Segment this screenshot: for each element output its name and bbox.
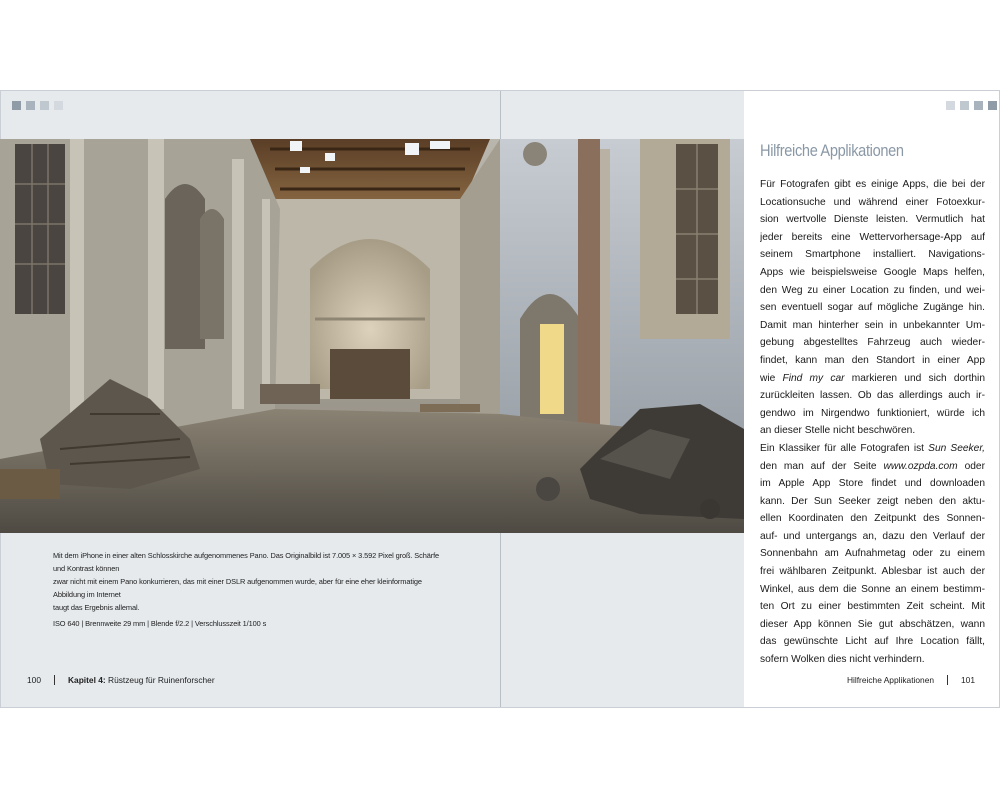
body-text-run: Ein Klassiker für alle Fotografen ist (760, 442, 929, 454)
footer-divider (947, 675, 948, 685)
page-number-left: 100 (27, 675, 41, 685)
body-text-run: markieren und sich dorthin (844, 372, 985, 384)
footer-right (847, 675, 975, 685)
caption-exif: ISO 640 | Brennweite 29 mm | Blende f/2.2 | Verschlusszeit 1/100 s (53, 619, 267, 628)
marker-square (12, 101, 21, 110)
marker-square (54, 101, 63, 110)
body-line: kann. Der Sun Seeker zeigt neben den aktu- (760, 495, 985, 507)
app-name-find-my-car: Find my car (782, 372, 845, 384)
app-name-sun-seeker: Sun Seeker, (928, 442, 985, 454)
caption-line: zwar nicht mit einem Pano konkurrieren, das mit einer DSLR aufgenommen wurde, aber für eine eher kleinformatige Abbildung im Internet (53, 577, 422, 599)
marker-square (960, 101, 969, 110)
marker-square (946, 101, 955, 110)
body-line: sen eventuell sogar auf mögliche Zugänge hin. (760, 302, 985, 314)
marker-square (26, 101, 35, 110)
article-body (760, 176, 985, 669)
body-line: auf- und untergangs an, dazu den Verlauf der (760, 530, 985, 542)
body-line: zurückleiten lassen. Ob das allerdings auch ir- (760, 390, 985, 402)
body-text-run: oder (957, 460, 985, 472)
body-line: sofern Wolken dies nicht verhindern. (760, 654, 925, 666)
photo-caption (53, 549, 453, 630)
body-line: Damit man hinterher sein in unbekannter Um- (760, 319, 985, 331)
body-line: gebung abgestelltes Fahrzeug auch wieder- (760, 337, 985, 349)
marker-square (40, 101, 49, 110)
caption-line: taugt das Ergebnis allemal. (53, 603, 140, 612)
marker-square (988, 101, 997, 110)
body-line: seinem Smartphone installiert. Navigations- (760, 249, 985, 261)
body-line: jeder bereits eine Wettervorhersage-App auf (760, 231, 985, 243)
body-line: den Weg zu einer Location zu finden, und wei- (760, 284, 985, 296)
page-number-right: 101 (961, 675, 975, 685)
page-marker-squares-left (12, 101, 63, 110)
body-line: dieser App können Sie gut abschätzen, wann (760, 618, 985, 630)
body-line: im Apple App Store findet und downloaden (760, 478, 985, 490)
body-line (760, 458, 985, 476)
body-line: Sonnenbahn am Aufnahmetag oder zu einem (760, 548, 985, 560)
caption-line: Mit dem iPhone in einer alten Schlosskirche aufgenommenes Pano. Das Originalbild ist 7.005 × 3.592 Pixel groß. Schärfe und Kontrast können (53, 551, 440, 573)
book-spread (0, 90, 1000, 708)
body-line: Winkel, aus dem die Sonne an einem bestimm- (760, 583, 985, 595)
marker-square (974, 101, 983, 110)
website-url: www.ozpda.com (883, 460, 958, 472)
body-line: an dieser Stelle nicht beschwören. (760, 425, 916, 437)
chapter-title: Rüstzeug für Ruinenforscher (105, 675, 215, 685)
body-line: frei wählbaren Zeitpunkt. Ablesbar ist auch der (760, 566, 985, 578)
chapter-label: Kapitel 4: (67, 675, 106, 685)
body-line: ten Ort zu einer bestimmten Zeit scheint. Mit (760, 601, 985, 613)
body-line (760, 370, 985, 388)
running-section-title: Hilfreiche Applikationen (846, 675, 935, 685)
section-heading: Hilfreiche Applikationen (760, 141, 904, 160)
body-line: Locationsuche und während einer Fotoexkur- (760, 196, 985, 208)
church-panorama-photo (0, 139, 744, 533)
footer-divider (54, 675, 55, 685)
body-line: gendwo im Nirgendwo funktioniert, würde ich (760, 407, 985, 419)
body-line (760, 440, 985, 458)
body-line: sion wertvolle Dienste leisten. Vermutlich hat (760, 214, 985, 226)
body-line: findet, kann man den Standort in einer App (760, 354, 985, 366)
body-text-run: wie (760, 372, 783, 384)
page-marker-squares-right (946, 101, 997, 110)
footer-left (27, 675, 215, 685)
body-text-run: den man auf der Seite (760, 460, 884, 472)
body-line: das gewünschte Licht auf Ihre Location fällt, (760, 636, 985, 648)
body-line: ellen Koordinaten den Zeitpunkt des Sonnen- (760, 513, 985, 525)
body-line: Für Fotografen gibt es einige Apps, die bei der (760, 179, 985, 190)
body-line: Apps wie beispielsweise Google Maps helfen, (760, 266, 985, 278)
